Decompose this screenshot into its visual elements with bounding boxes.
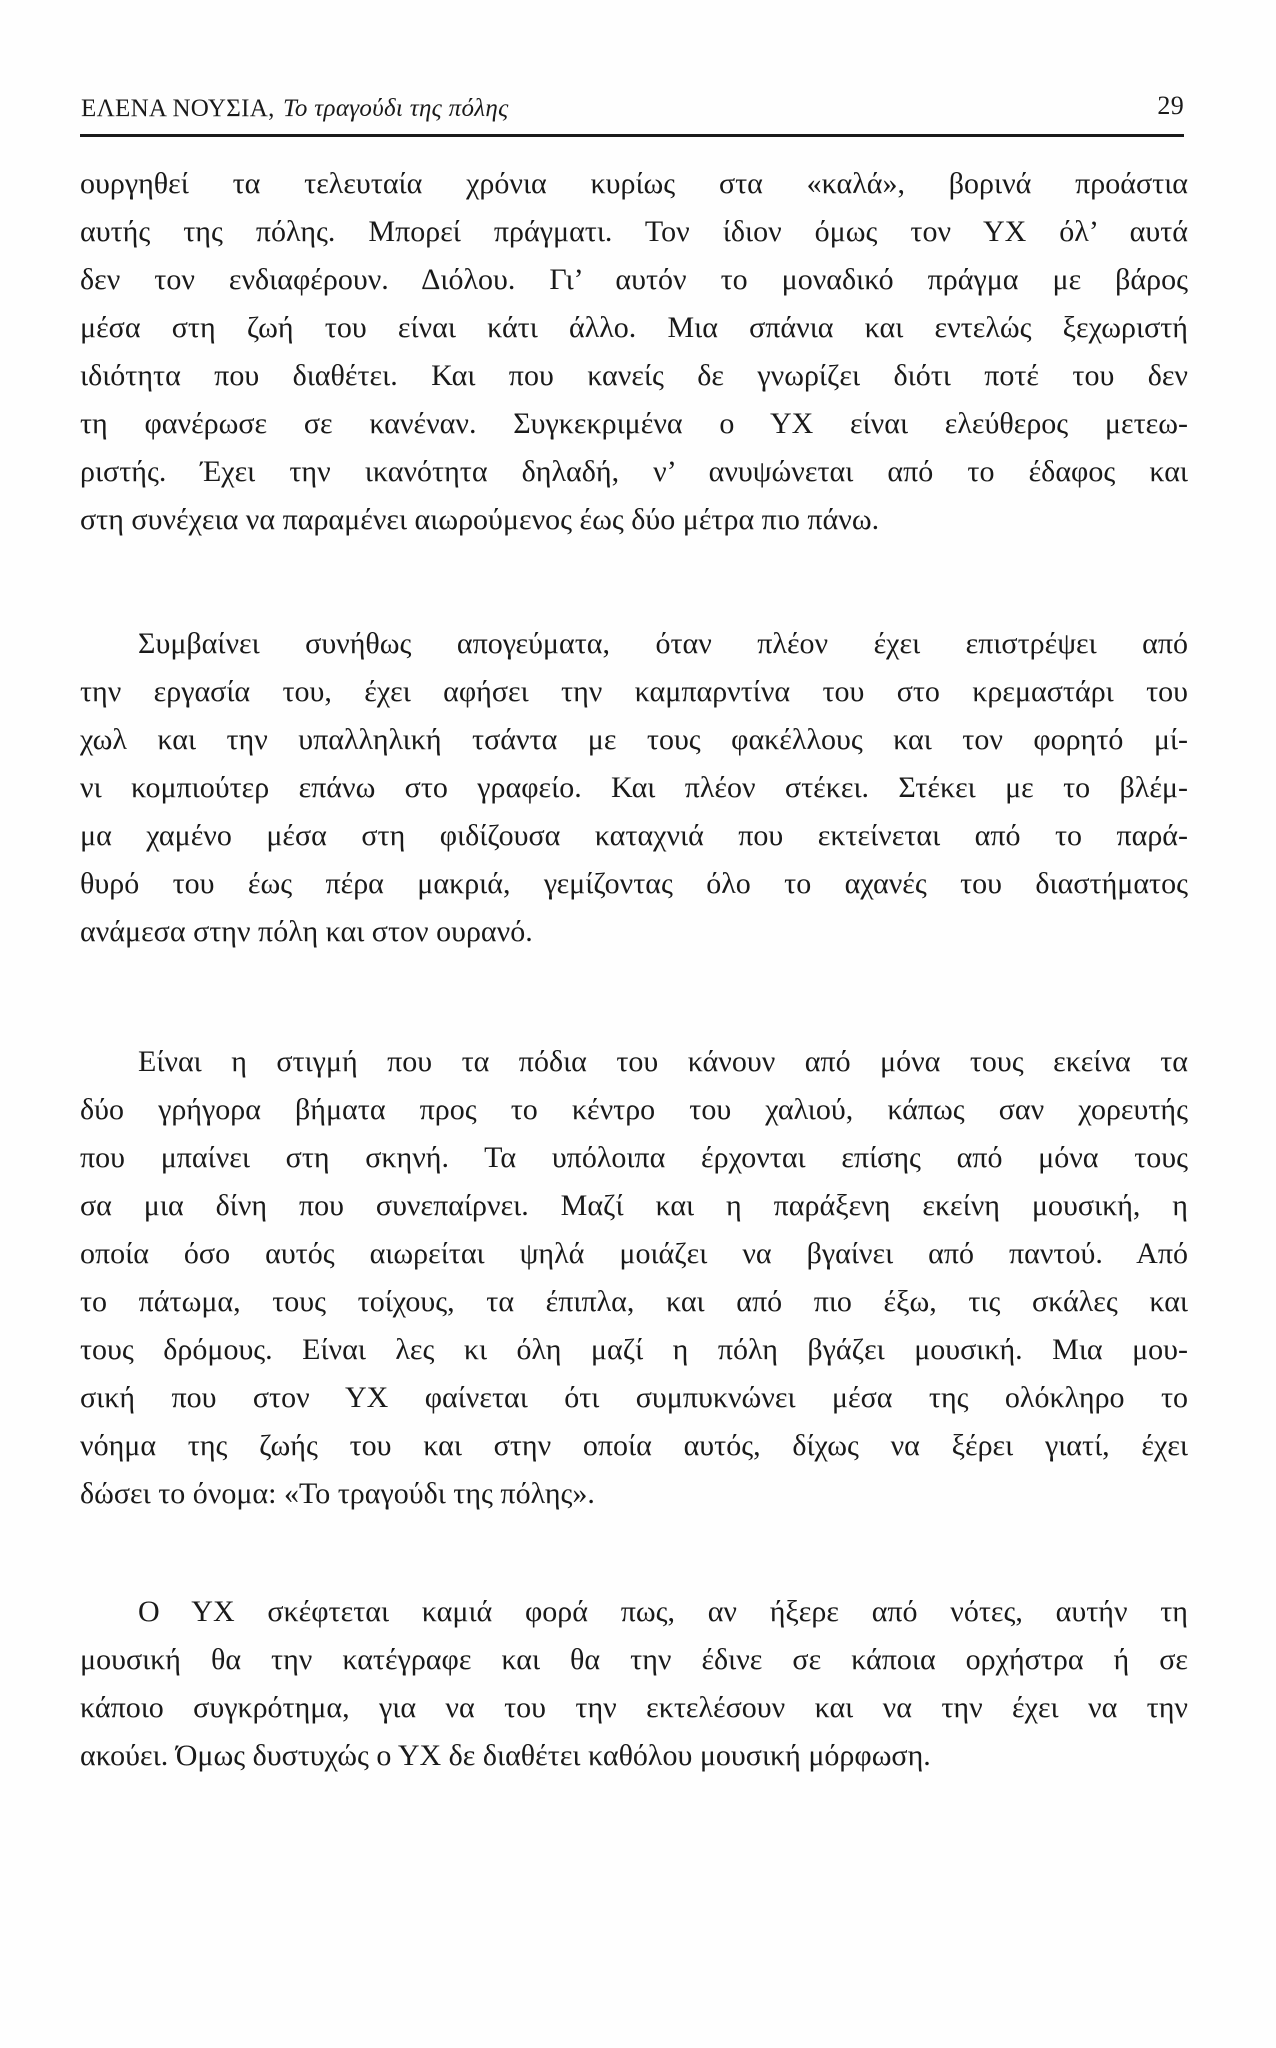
text-line: οποία όσο αυτός αιωρείται ψηλά μοιάζει να βγαίνει από παντού. Από	[80, 1237, 1188, 1270]
text-line: τους δρόμους. Είναι λες κι όλη μαζί η πόλη βγάζει μουσική. Μια μου-	[80, 1333, 1188, 1366]
text-line: νόημα της ζωής του και στην οποία αυτός, δίχως να ξέρει γιατί, έχει	[80, 1429, 1188, 1462]
text-line: Συμβαίνει συνήθως απογεύματα, όταν πλέον έχει επιστρέψει από	[138, 627, 1188, 660]
text-line: ιδιότητα που διαθέτει. Και που κανείς δε γνωρίζει διότι ποτέ του δεν	[80, 359, 1188, 392]
text-line: δώσει το όνομα: «Το τραγούδι της πόλης».	[80, 1477, 595, 1510]
text-line: δεν τον ενδιαφέρουν. Διόλου. Γι’ αυτόν το μοναδικό πράγμα με βάρος	[80, 263, 1188, 296]
text-line: Είναι η στιγμή που τα πόδια του κάνουν από μόνα τους εκείνα τα	[138, 1045, 1188, 1078]
text-line: θυρό του έως πέρα μακριά, γεμίζοντας όλο το αχανές του διαστήματος	[80, 867, 1188, 900]
text-line: στη συνέχεια να παραμένει αιωρούμενος έως δύο μέτρα πιο πάνω.	[80, 503, 880, 536]
text-line: σική που στον ΥΧ φαίνεται ότι συμπυκνώνει μέσα της ολόκληρο το	[80, 1381, 1188, 1414]
text-line: δύο γρήγορα βήματα προς το κέντρο του χαλιού, κάπως σαν χορευτής	[80, 1093, 1188, 1126]
text-line: τη φανέρωσε σε κανέναν. Συγκεκριμένα ο ΥΧ είναι ελεύθερος μετεω-	[80, 407, 1188, 440]
text-line: σα μια δίνη που συνεπαίρνει. Μαζί και η παράξενη εκείνη μουσική, η	[80, 1189, 1188, 1222]
text-line: ακούει. Όμως δυστυχώς ο ΥΧ δε διαθέτει καθόλου μουσική μόρφωση.	[80, 1739, 931, 1772]
text-line: που μπαίνει στη σκηνή. Τα υπόλοιπα έρχονται επίσης από μόνα τους	[80, 1141, 1188, 1174]
text-line: το πάτωμα, τους τοίχους, τα έπιπλα, και από πιο έξω, τις σκάλες και	[80, 1285, 1188, 1318]
paragraph	[80, 620, 1188, 956]
header-rule	[80, 134, 1184, 137]
text-line: χωλ και την υπαλληλική τσάντα με τους φακέλλους και τον φορητό μί-	[80, 723, 1188, 756]
paragraph	[80, 1038, 1188, 1518]
text-line: ανάμεσα στην πόλη και στον ουρανό.	[80, 915, 533, 948]
author-name: ΕΛΕΝΑ ΝΟΥΣΙΑ,	[81, 95, 275, 122]
text-line: μουσική θα την κατέγραφε και θα την έδινε σε κάποια ορχήστρα ή σε	[80, 1643, 1188, 1676]
paragraph	[80, 160, 1188, 544]
page-number: 29	[1157, 91, 1184, 120]
text-line: ριστής. Έχει την ικανότητα δηλαδή, ν’ ανυψώνεται από το έδαφος και	[80, 455, 1188, 488]
text-line: μα χαμένο μέσα στη φιδίζουσα καταχνιά που εκτείνεται από το παρά-	[80, 819, 1188, 852]
text-line: αυτής της πόλης. Μπορεί πράγματι. Τον ίδιον όμως τον ΥΧ όλ’ αυτά	[80, 215, 1188, 248]
text-line: Ο ΥΧ σκέφτεται καμιά φορά πως, αν ήξερε από νότες, αυτήν τη	[138, 1595, 1188, 1628]
text-line: ουργηθεί τα τελευταία χρόνια κυρίως στα «καλά», βορινά προάστια	[80, 167, 1188, 200]
book-title: Το τραγούδι της πόλης	[283, 95, 509, 122]
paragraph	[80, 1588, 1188, 1780]
text-line: μέσα στη ζωή του είναι κάτι άλλο. Μια σπάνια και εντελώς ξεχωριστή	[80, 311, 1188, 344]
text-line: νι κομπιούτερ επάνω στο γραφείο. Και πλέον στέκει. Στέκει με το βλέμ-	[80, 771, 1188, 804]
text-line: την εργασία του, έχει αφήσει την καμπαρντίνα του στο κρεμαστάρι του	[80, 675, 1188, 708]
running-head	[81, 91, 1184, 129]
text-line: κάποιο συγκρότημα, για να του την εκτελέσουν και να την έχει να την	[80, 1691, 1188, 1724]
